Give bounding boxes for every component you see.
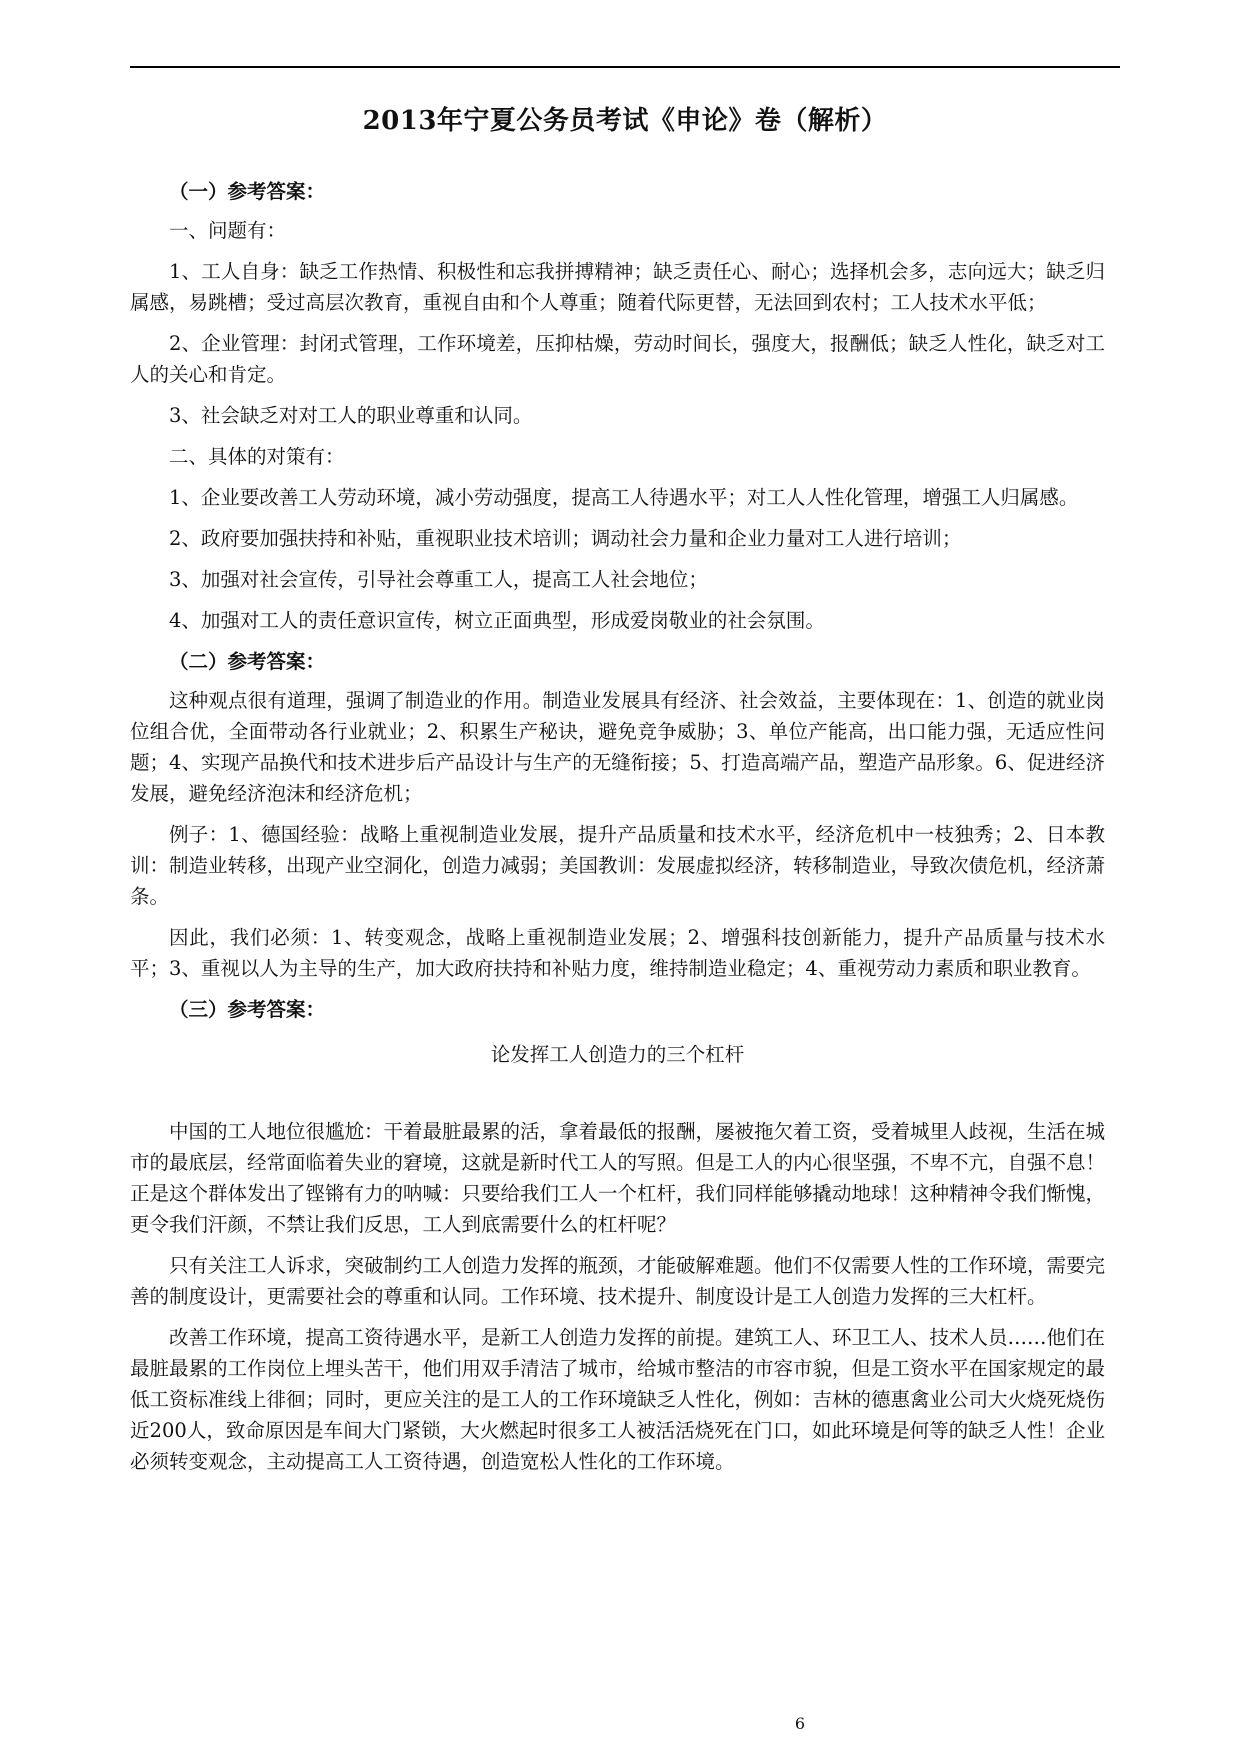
paragraph: 3、社会缺乏对对工人的职业尊重和认同。: [169, 404, 533, 427]
document-body: [130, 176, 1105, 1487]
paragraph: 1、工人自身：缺乏工作热情、积极性和忘我拼搏精神；缺乏责任心、耐心；选择机会多，志向远大；缺乏归属感，易跳槽；受过高层次教育，重视自由和个人尊重；随着代际更替，无法回到农村；工人技术水平低；: [130, 260, 1105, 314]
paragraph: 只有关注工人诉求，突破制约工人创造力发挥的瓶颈，才能破解难题。他们不仅需要人性的工作环境，需要完善的制度设计，更需要社会的尊重和认同。工作环境、技术提升、制度设计是工人创造力发挥的三大杠杆。: [130, 1254, 1106, 1308]
header-rule: [130, 66, 1120, 68]
paragraph: 改善工作环境，提高工资待遇水平，是新工人创造力发挥的前提。建筑工人、环卫工人、技术人员……他们在最脏最累的工作岗位上埋头苦干，他们用双手清洁了城市，给城市整洁的市容市貌，但是工资水平在国家规定的最低工资标准线上徘徊；同时，更应关注的是工人的工作环境缺乏人性化，例如：吉林的德惠禽业公司大火烧死烧伤近200人，致命原因是车间大门紧锁，大火燃起时很多工人被活活烧死在门口，如此环境是何等的缺乏人性！企业必须转变观念，主动提高工人工资待遇，创造宽松人性化的工作环境。: [130, 1326, 1106, 1473]
section-heading-3: （三）参考答案：: [169, 998, 326, 1021]
paragraph: 例子：1、德国经验：战略上重视制造业发展，提升产品质量和技术水平，经济危机中一枝独秀；2、日本教训：制造业转移，出现产业空洞化，创造力减弱；美国教训：发展虚拟经济，转移制造业，导致次债危机，经济萧条。: [130, 823, 1106, 908]
paragraph: 4、加强对工人的责任意识宣传，树立正面典型，形成爱岗敬业的社会氛围。: [169, 609, 825, 632]
paragraph: 3、加强对社会宣传，引导社会尊重工人，提高工人社会地位；: [169, 568, 708, 591]
essay-title: 论发挥工人创造力的三个杠杆: [490, 1043, 745, 1066]
paragraph: 一、问题有：: [169, 219, 287, 242]
paragraph: 二、具体的对策有：: [169, 445, 345, 468]
section-heading-1: （一）参考答案：: [169, 180, 326, 203]
paragraph: 中国的工人地位很尴尬：干着最脏最累的活，拿着最低的报酬，屡被拖欠着工资，受着城里人歧视，生活在城市的最底层，经常面临着失业的窘境，这就是新时代工人的写照。但是工人的内心很坚强，不卑不亢，自强不息！正是这个群体发出了铿锵有力的呐喊：只要给我们工人一个杠杆，我们同样能够撬动地球！这种精神令我们惭愧，更令我们汗颜，不禁让我们反思，工人到底需要什么的杠杆呢？: [130, 1120, 1106, 1236]
page-number: 6: [794, 1714, 806, 1733]
document-title: 2013年宁夏公务员考试《申论》卷（解析）: [362, 106, 888, 136]
section-heading-2: （二）参考答案：: [169, 650, 326, 673]
paragraph: 因此，我们必须：1、转变观念，战略上重视制造业发展；2、增强科技创新能力，提升产品质量与技术水平；3、重视以人为主导的生产，加大政府扶持和补贴力度，维持制造业稳定；4、重视劳动力素质和职业教育。: [130, 926, 1105, 980]
paragraph: 2、政府要加强扶持和补贴，重视职业技术培训；调动社会力量和企业力量对工人进行培训；: [169, 527, 962, 550]
paragraph: 2、企业管理：封闭式管理，工作环境差，压抑枯燥，劳动时间长，强度大，报酬低；缺乏人性化，缺乏对工人的关心和肯定。: [130, 332, 1105, 386]
paragraph: 这种观点很有道理，强调了制造业的作用。制造业发展具有经济、社会效益，主要体现在：1、创造的就业岗位组合优，全面带动各行业就业；2、积累生产秘诀，避免竞争威胁；3、单位产能高，出口能力强，无适应性问题；4、实现产品换代和技术进步后产品设计与生产的无缝衔接；5、打造高端产品，塑造产品形象。6、促进经济发展，避免经济泡沫和经济危机；: [130, 689, 1105, 805]
paragraph: 1、企业要改善工人劳动环境，减小劳动强度，提高工人待遇水平；对工人人性化管理，增强工人归属感。: [169, 486, 1079, 509]
